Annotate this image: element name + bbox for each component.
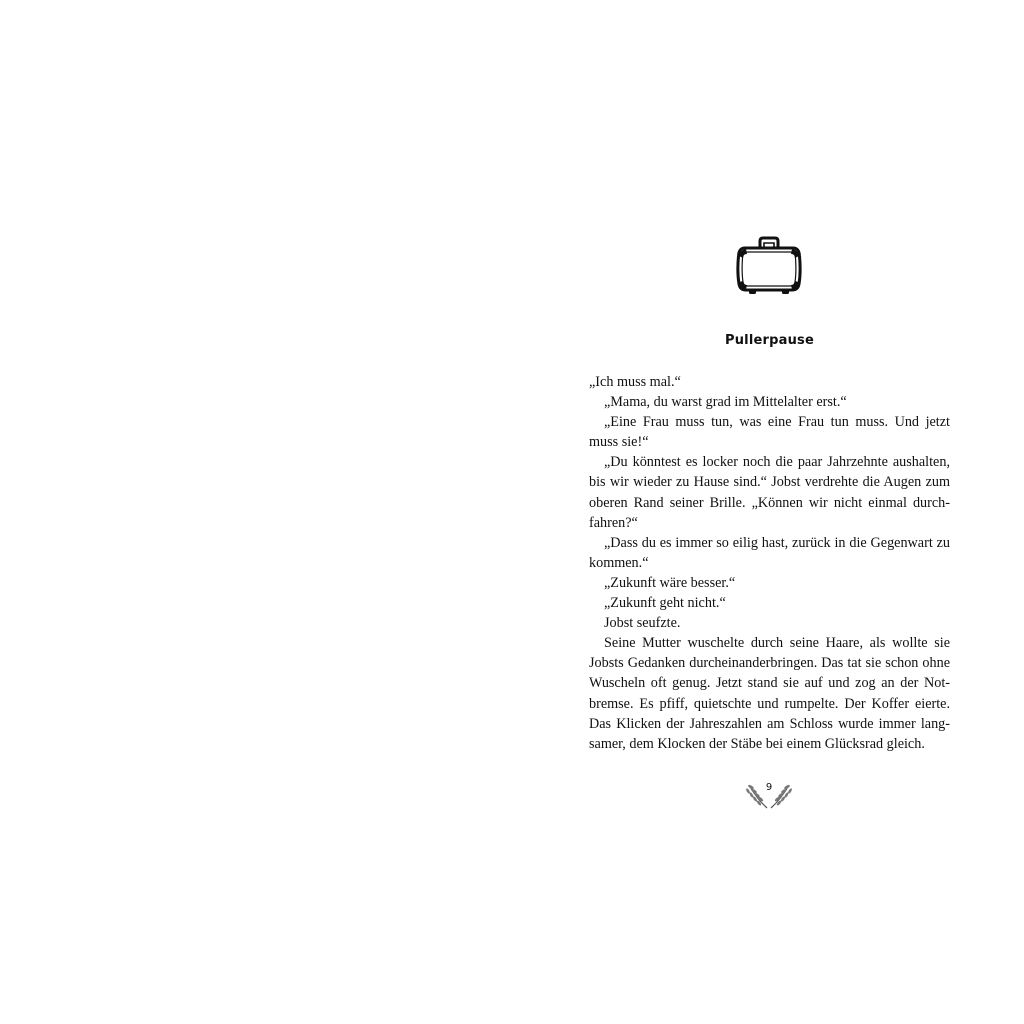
chapter-body-text [589, 372, 950, 754]
paragraph: Jobst seufzte. [604, 615, 681, 632]
paragraph: „Mama, du warst grad im Mittelalter erst.“ [604, 394, 847, 411]
paragraph: „Eine Frau muss tun, was eine Frau tun muss. Und jetzt muss sie!“ [589, 414, 950, 451]
chapter-title: Pullerpause [724, 333, 814, 348]
paragraph: „Ich muss mal.“ [589, 374, 681, 390]
paragraph: „Zukunft wäre besser.“ [604, 574, 736, 591]
paragraph: „Zukunft geht nicht.“ [604, 595, 726, 612]
paragraph: „Du könntest es locker noch die paar Jahrzehnte aushalten, bis wir wieder zu Hause sind.“ Jobst verdrehte die Augen zum oberen Rand seiner Brille. „Können wir nicht einmal durchfahren?“ [589, 454, 950, 531]
page-folio [745, 781, 793, 811]
paragraph: Seine Mutter wuschelte durch seine Haare, als wollte sie Jobsts Gedanken durcheinanderbringen. Das tat sie schon ohne Wuscheln oft genug. Jetzt stand sie auf und zog an der Notbremse. Es pfiff, quietschte und rumpelte. Der Koffer eierte. Das Klicken der Jahreszahlen am Schloss wurde immer langsamer, dem Klocken der Stäbe bei einem Glücksrad gleich. [589, 635, 950, 752]
suitcase-icon [735, 234, 803, 298]
page-number: 9 [765, 782, 773, 793]
paragraph: „Dass du es immer so eilig hast, zurück in die Gegenwart zu kommen.“ [589, 534, 950, 571]
